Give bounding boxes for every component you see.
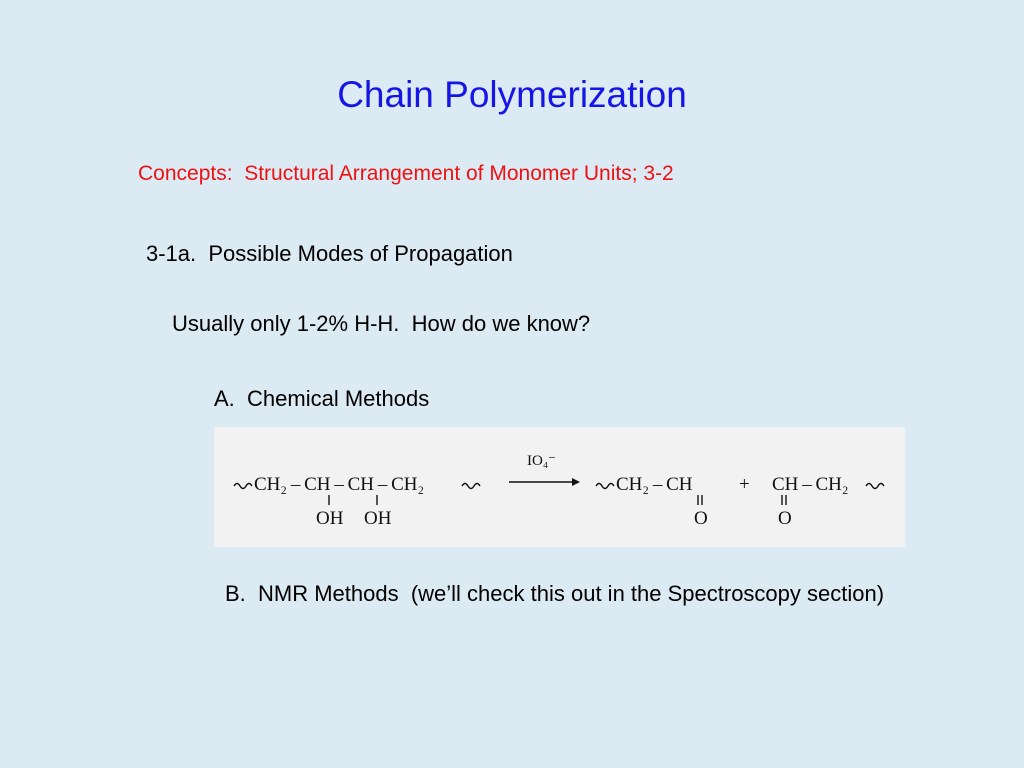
arrow-head-icon: [572, 478, 580, 486]
product-left: CH₂ – CH: [616, 474, 693, 495]
wavy-bond-icon: [462, 484, 480, 489]
periodate-reagent: IO₄⁻: [527, 453, 556, 469]
hh-note: Usually only 1-2% H-H. How do we know?: [172, 311, 591, 336]
reaction-scheme-image: [214, 427, 905, 547]
oh-group-left: OH: [316, 508, 344, 529]
oxygen-left: O: [694, 508, 708, 529]
wavy-bond-icon: [596, 484, 614, 489]
nmr-methods-label: B. NMR Methods (we’ll check this out in the Spectroscopy section): [225, 581, 885, 606]
concepts-subtitle: Concepts: Structural Arrangement of Monomer Units; 3-2: [138, 162, 674, 185]
wavy-bond-icon: [866, 484, 884, 489]
section-heading: 3-1a. Possible Modes of Propagation: [146, 241, 513, 266]
chemical-methods-label: A. Chemical Methods: [214, 386, 430, 411]
reactant-chain: CH₂ – CH – CH – CH₂: [254, 474, 425, 495]
oh-group-right: OH: [364, 508, 392, 529]
slide-title: Chain Polymerization: [337, 74, 687, 115]
plus-sign: +: [739, 474, 750, 495]
product-right: CH – CH₂: [772, 474, 849, 495]
wavy-bond-icon: [234, 484, 252, 489]
oxygen-right: O: [778, 508, 792, 529]
